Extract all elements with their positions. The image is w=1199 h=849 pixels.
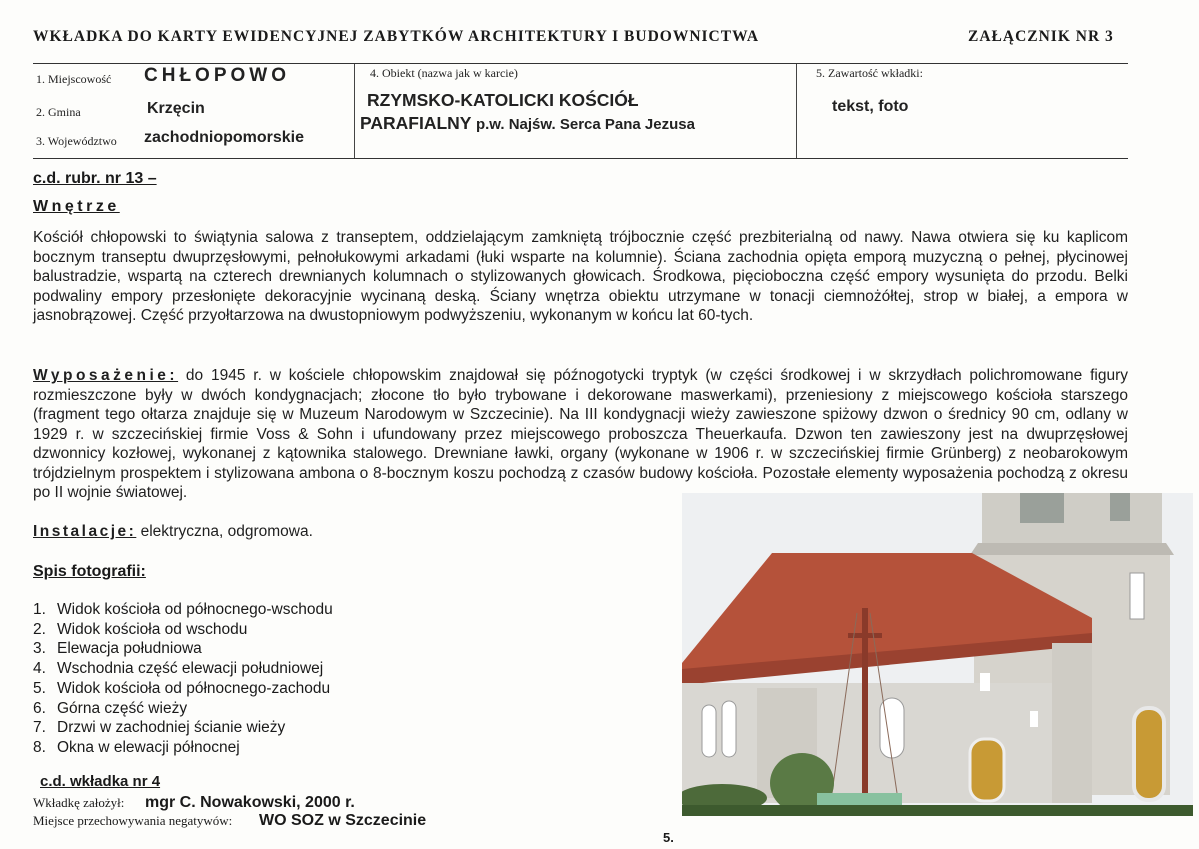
storage-value: WO SOZ w Szczecinie [259, 812, 427, 829]
list-item: 2. Widok kościoła od wschodu [33, 620, 248, 638]
photo-caption-number: 5. [663, 830, 674, 845]
rubric-reference: c.d. rubr. nr 13 – [33, 170, 157, 187]
interior-text: Kościół chłopowski to świątynia salowa z transeptem, oddzielającym zamkniętą trójbocznie część prezbiterialną od nawy. Nawa otwiera się ku kaplicom bocznym transeptu dwuprzęsłowymi, pełnołukowymi arkadami (łuki wsparte na kolumnie). Ściana zachodnia opięta emporą muzyczną o pełnej, płycinowej balustradzie, wspartą na czterech drewnianych kolumnach o stylizowanych głowicach. Środkowa, pięcioboczna część empory wysunięta do przodu. Belki podwaliny empory przesłonięte dekoracyjnie wycinaną deską. Ściany wnętrza obiektu utrzymane w tonacji ciemnożółtej, strop w białej, a empora w jasnobrązowej. Część przyołtarzowa na dwustopniowym podwyższeniu, wykonanym w końcu lat 60-tych. [33, 229, 1128, 324]
form-divider-2 [796, 64, 797, 158]
church-photo [682, 493, 1193, 816]
contents-label: 5. Zawartość wkładki: [816, 66, 923, 80]
commune-label: 2. Gmina [36, 105, 81, 119]
list-item: 6. Górna część wieży [33, 699, 188, 717]
installations-text: elektryczna, odgromowa. [136, 523, 313, 540]
voivodeship-label: 3. Województwo [36, 134, 117, 148]
object-label: 4. Obiekt (nazwa jak w karcie) [370, 66, 518, 80]
author-line [33, 794, 355, 812]
list-item: 1. Widok kościoła od północnego-wschodu [33, 601, 333, 618]
installations-heading: Instalacje: [33, 523, 137, 540]
equipment-paragraph [33, 366, 1128, 503]
list-item: 4. Wschodnia część elewacji południowej [33, 660, 324, 678]
form-bottom-rule [33, 158, 1128, 159]
storage-line [33, 812, 426, 830]
church-illustration [682, 493, 1193, 816]
list-item: 7. Drzwi w zachodniej ścianie wieży [33, 719, 286, 737]
locality-label: 1. Miejscowość [36, 72, 112, 86]
voivodeship-value: zachodniopomorskie [144, 129, 305, 146]
form-divider-1 [354, 64, 355, 158]
list-item: 3. Elewacja południowa [33, 640, 202, 658]
next-insert-reference: c.d. wkładka nr 4 [40, 773, 161, 790]
photo-list [33, 600, 333, 758]
equipment-text: do 1945 r. w kościele chłopowskim znajdował się późnogotycki tryptyk (w części środkowej i w skrzydłach polichromowane figury rozmieszczone były w dwóch kondygnacjach; złocone tło było trybowane i dekorowane maswerkami), przeniesiony z miejscowego kościoła starszego (fragment tego ołtarza znajduje się w Muzeum Narodowym w Szczecinie). Na III kondygnacji wieży zawieszone spiżowy dzwon o średnicy 90 cm, odlany w 1929 r. w szczecińskiej firmie Voss & Sohn i ufundowany przez miejscowego proboszcza Theuerkaufa. Dzwon ten zawieszony jest na dwuprzęsłowej dzwonnicy kozłowej, wykonanej z kątownika stalowego. Drewniane ławki, organy (wykonane w 1906 r. w szczecińskiej firmie Grünberg) z neobarokowym trójdzielnym prospektem i stylizowana ambona o 8-bocznym koszu pochodzą z czasów budowy kościoła. Pozostałe elementy wyposażenia pochodzą z okresu po II wojnie światowej. [33, 367, 1128, 501]
object-value-line1: RZYMSKO-KATOLICKI KOŚCIÓŁ [367, 90, 639, 110]
equipment-heading: Wyposażenie: [33, 367, 179, 384]
document-title: WKŁADKA DO KARTY EWIDENCYJNEJ ZABYTKÓW ARCHITEKTURY I BUDOWNICTWA [33, 28, 760, 45]
object-value-bold: PARAFIALNY [360, 113, 472, 133]
object-value-rest: p.w. Najśw. Serca Pana Jezusa [475, 116, 695, 133]
author-value: mgr C. Nowakowski, 2000 r. [145, 794, 355, 811]
author-label: Wkładkę założył: [33, 795, 125, 810]
form-top-rule [33, 63, 1128, 64]
commune-value: Krzęcin [147, 100, 205, 117]
photo-list-heading: Spis fotografii: [33, 563, 146, 580]
object-value-line2 [360, 113, 695, 134]
interior-heading: Wnętrze [33, 198, 120, 215]
storage-label: Miejsce przechowywania negatywów: [33, 813, 233, 828]
annex-number: ZAŁĄCZNIK NR 3 [968, 28, 1114, 45]
list-item: 8. Okna w elewacji północnej [33, 738, 240, 756]
installations-paragraph [33, 522, 633, 542]
contents-value: tekst, foto [832, 98, 909, 115]
locality-value: CHŁOPOWO [144, 65, 290, 86]
list-item: 5. Widok kościoła od północnego-zachodu [33, 679, 331, 697]
